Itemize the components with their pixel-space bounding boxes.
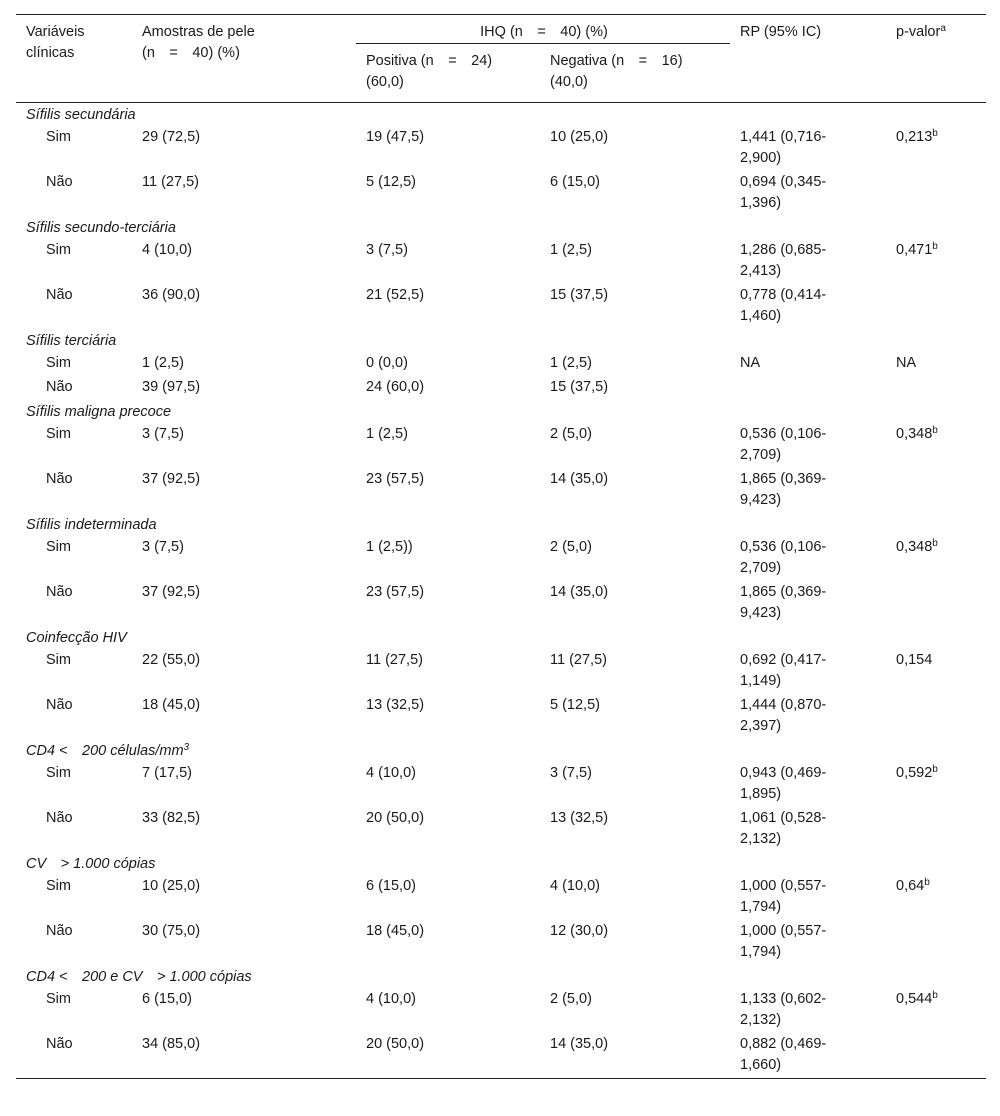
positive-cell: 20 (50,0) (356, 1033, 540, 1079)
section-title: Sífilis indeterminada (26, 517, 157, 533)
positive-cell: 24 (60,0) (366, 379, 425, 395)
p-value-cell (886, 1033, 986, 1079)
table-row (16, 1033, 986, 1079)
negative-cell: 10 (25,0) (550, 129, 609, 145)
p-value-cell: 0,471$^b$ (896, 241, 938, 258)
row-label: Não (46, 174, 73, 190)
row-label: Não (46, 697, 73, 713)
positive-cell: 5 (12,5) (366, 174, 416, 190)
rp-cell: 0,536 (0,106- 2,709) (740, 426, 827, 463)
samples-cell: 30 (75,0) (142, 923, 201, 939)
rp-cell: 1,865 (0,369- 9,423) (740, 584, 827, 621)
table-row (16, 376, 986, 400)
samples-cell: 33 (82,5) (142, 810, 201, 826)
samples-cell: 11 (27,5) (142, 174, 199, 190)
row-label: Não (16, 1033, 132, 1079)
positive-cell: 4 (10,0) (366, 765, 416, 781)
section-row (16, 739, 986, 762)
rp-cell: 1,000 (0,557- 1,794) (740, 923, 827, 960)
row-label: Sim (46, 991, 71, 1007)
samples-cell: 37 (92,5) (142, 471, 201, 487)
header-samples: Amostras de pele (n = 40) (%) (132, 15, 356, 103)
positive-cell: 3 (7,5) (366, 242, 408, 258)
samples-cell: 37 (92,5) (142, 584, 201, 600)
positive-cell: 20 (50,0) (366, 810, 425, 826)
p-value-cell: NA (896, 355, 917, 371)
p-value-cell: 0,64$^b$ (896, 877, 930, 894)
row-label: Sim (46, 129, 71, 145)
rp-cell: 0,943 (0,469- 1,895) (740, 765, 827, 802)
header-ihq: IHQ (n = 40) (%) (356, 15, 730, 44)
header-p-value: p-valor$^a$ (886, 15, 986, 103)
row-label: Sim (46, 355, 71, 371)
p-value-cell (886, 468, 986, 513)
samples-cell: 6 (15,0) (142, 991, 192, 1007)
p-value-cell: 0,544$^b$ (896, 990, 938, 1007)
table-row (16, 239, 986, 284)
table-row (16, 284, 986, 329)
negative-cell: 14 (35,0) (550, 584, 609, 600)
negative-cell: 15 (37,5) (550, 287, 609, 303)
samples-cell: 10 (25,0) (142, 878, 201, 894)
table-row (16, 762, 986, 807)
rp-cell: 0,882 (0,469- 1,660) (730, 1033, 886, 1079)
table-body (16, 103, 986, 1079)
samples-cell: 22 (55,0) (142, 652, 201, 668)
samples-cell: 4 (10,0) (142, 242, 192, 258)
negative-cell: 3 (7,5) (550, 765, 592, 781)
negative-cell: 4 (10,0) (550, 878, 600, 894)
header-rp: RP (95% IC) (730, 15, 886, 103)
section-title: Sífilis maligna precoce (26, 404, 172, 420)
rp-cell: 0,778 (0,414- 1,460) (740, 287, 827, 324)
p-value-cell (886, 581, 986, 626)
rp-cell: 1,286 (0,685- 2,413) (740, 242, 827, 279)
p-value-cell (886, 171, 986, 216)
negative-cell: 14 (35,0) (540, 1033, 730, 1079)
table-header (16, 15, 986, 103)
samples-cell: 7 (17,5) (142, 765, 192, 781)
positive-cell: 13 (32,5) (366, 697, 425, 713)
row-label: Não (46, 810, 73, 826)
table-row (16, 875, 986, 920)
table-row (16, 581, 986, 626)
negative-cell: 2 (5,0) (550, 426, 592, 442)
samples-cell: 3 (7,5) (142, 426, 184, 442)
rp-cell: 0,692 (0,417- 1,149) (740, 652, 827, 689)
p-value-cell: 0,213$^b$ (896, 128, 938, 145)
p-value-cell: 0,592$^b$ (896, 764, 938, 781)
table-row (16, 126, 986, 171)
rp-cell: 1,865 (0,369- 9,423) (740, 471, 827, 508)
rp-cell: 0,536 (0,106- 2,709) (740, 539, 827, 576)
samples-cell: 1 (2,5) (142, 355, 184, 371)
row-label: Não (46, 923, 73, 939)
samples-cell: 39 (97,5) (142, 379, 201, 395)
positive-cell: 21 (52,5) (366, 287, 425, 303)
section-row (16, 626, 986, 649)
section-title: Sífilis secundária (26, 107, 136, 123)
negative-cell: 6 (15,0) (550, 174, 600, 190)
positive-cell: 0 (0,0) (366, 355, 408, 371)
section-row (16, 103, 986, 127)
p-value-cell (886, 284, 986, 329)
rp-cell: 1,061 (0,528- 2,132) (740, 810, 827, 847)
negative-cell: 13 (32,5) (550, 810, 609, 826)
table-row (16, 988, 986, 1033)
section-row (16, 965, 986, 988)
negative-cell: 2 (5,0) (550, 991, 592, 1007)
table-row (16, 352, 986, 376)
row-label: Sim (46, 426, 71, 442)
clinical-variables-table (16, 14, 986, 1079)
samples-cell: 18 (45,0) (142, 697, 201, 713)
samples-cell: 29 (72,5) (142, 129, 201, 145)
positive-cell: 18 (45,0) (366, 923, 425, 939)
positive-cell: 23 (57,5) (366, 471, 425, 487)
header-variables: Variáveis clínicas (16, 15, 132, 103)
p-value-cell (886, 920, 986, 965)
samples-cell: 3 (7,5) (142, 539, 184, 555)
p-value-cell (886, 807, 986, 852)
p-value-cell: 0,348$^b$ (896, 538, 938, 555)
samples-cell: 36 (90,0) (142, 287, 201, 303)
table-row (16, 694, 986, 739)
rp-cell: NA (740, 355, 761, 371)
section-title: Sífilis secundo-terciária (26, 220, 176, 236)
positive-cell: 23 (57,5) (366, 584, 425, 600)
rp-cell (730, 376, 886, 400)
section-title: CD4 < 200 e CV > 1.000 cópias (26, 969, 252, 985)
table-row (16, 171, 986, 216)
p-value-cell (886, 376, 986, 400)
section-row (16, 216, 986, 239)
row-label: Sim (46, 242, 71, 258)
rp-cell: 1,000 (0,557- 1,794) (740, 878, 827, 915)
row-label: Não (46, 379, 73, 395)
header-negative: Negativa (n = 16) (40,0) (540, 44, 730, 103)
section-row (16, 329, 986, 352)
section-title: Sífilis terciária (26, 333, 117, 349)
header-positive: Positiva (n = 24) (60,0) (356, 44, 540, 103)
positive-cell: 1 (2,5)) (366, 539, 413, 555)
negative-cell: 1 (2,5) (550, 355, 592, 371)
p-value-cell (886, 694, 986, 739)
positive-cell: 11 (27,5) (366, 652, 423, 668)
table-row (16, 423, 986, 468)
negative-cell: 11 (27,5) (550, 652, 607, 668)
p-value-cell: 0,348$^b$ (896, 425, 938, 442)
table-row (16, 920, 986, 965)
rp-cell: 0,694 (0,345- 1,396) (740, 174, 827, 211)
table-row (16, 807, 986, 852)
section-title: CD4 < 200 células/$mm^3$ (26, 742, 190, 759)
rp-cell: 1,444 (0,870- 2,397) (740, 697, 827, 734)
row-label: Não (46, 287, 73, 303)
negative-cell: 15 (37,5) (550, 379, 609, 395)
section-title: CV > 1.000 cópias (26, 856, 156, 872)
table-row (16, 649, 986, 694)
negative-cell: 2 (5,0) (550, 539, 592, 555)
negative-cell: 12 (30,0) (550, 923, 609, 939)
rp-cell: 1,441 (0,716- 2,900) (740, 129, 827, 166)
row-label: Sim (46, 539, 71, 555)
positive-cell: 4 (10,0) (366, 991, 416, 1007)
section-title: Coinfecção HIV (26, 630, 127, 646)
negative-cell: 5 (12,5) (550, 697, 600, 713)
row-label: Não (46, 471, 73, 487)
positive-cell: 6 (15,0) (366, 878, 416, 894)
section-row (16, 852, 986, 875)
samples-cell: 34 (85,0) (132, 1033, 356, 1079)
row-label: Não (46, 584, 73, 600)
rp-cell: 1,133 (0,602- 2,132) (740, 991, 827, 1028)
positive-cell: 19 (47,5) (366, 129, 425, 145)
row-label: Sim (46, 652, 71, 668)
section-row (16, 513, 986, 536)
section-row (16, 400, 986, 423)
negative-cell: 1 (2,5) (550, 242, 592, 258)
row-label: Sim (46, 878, 71, 894)
table-row (16, 536, 986, 581)
positive-cell: 1 (2,5) (366, 426, 408, 442)
p-value-cell: 0,154 (896, 652, 933, 668)
negative-cell: 14 (35,0) (550, 471, 609, 487)
row-label: Sim (46, 765, 71, 781)
table-row (16, 468, 986, 513)
